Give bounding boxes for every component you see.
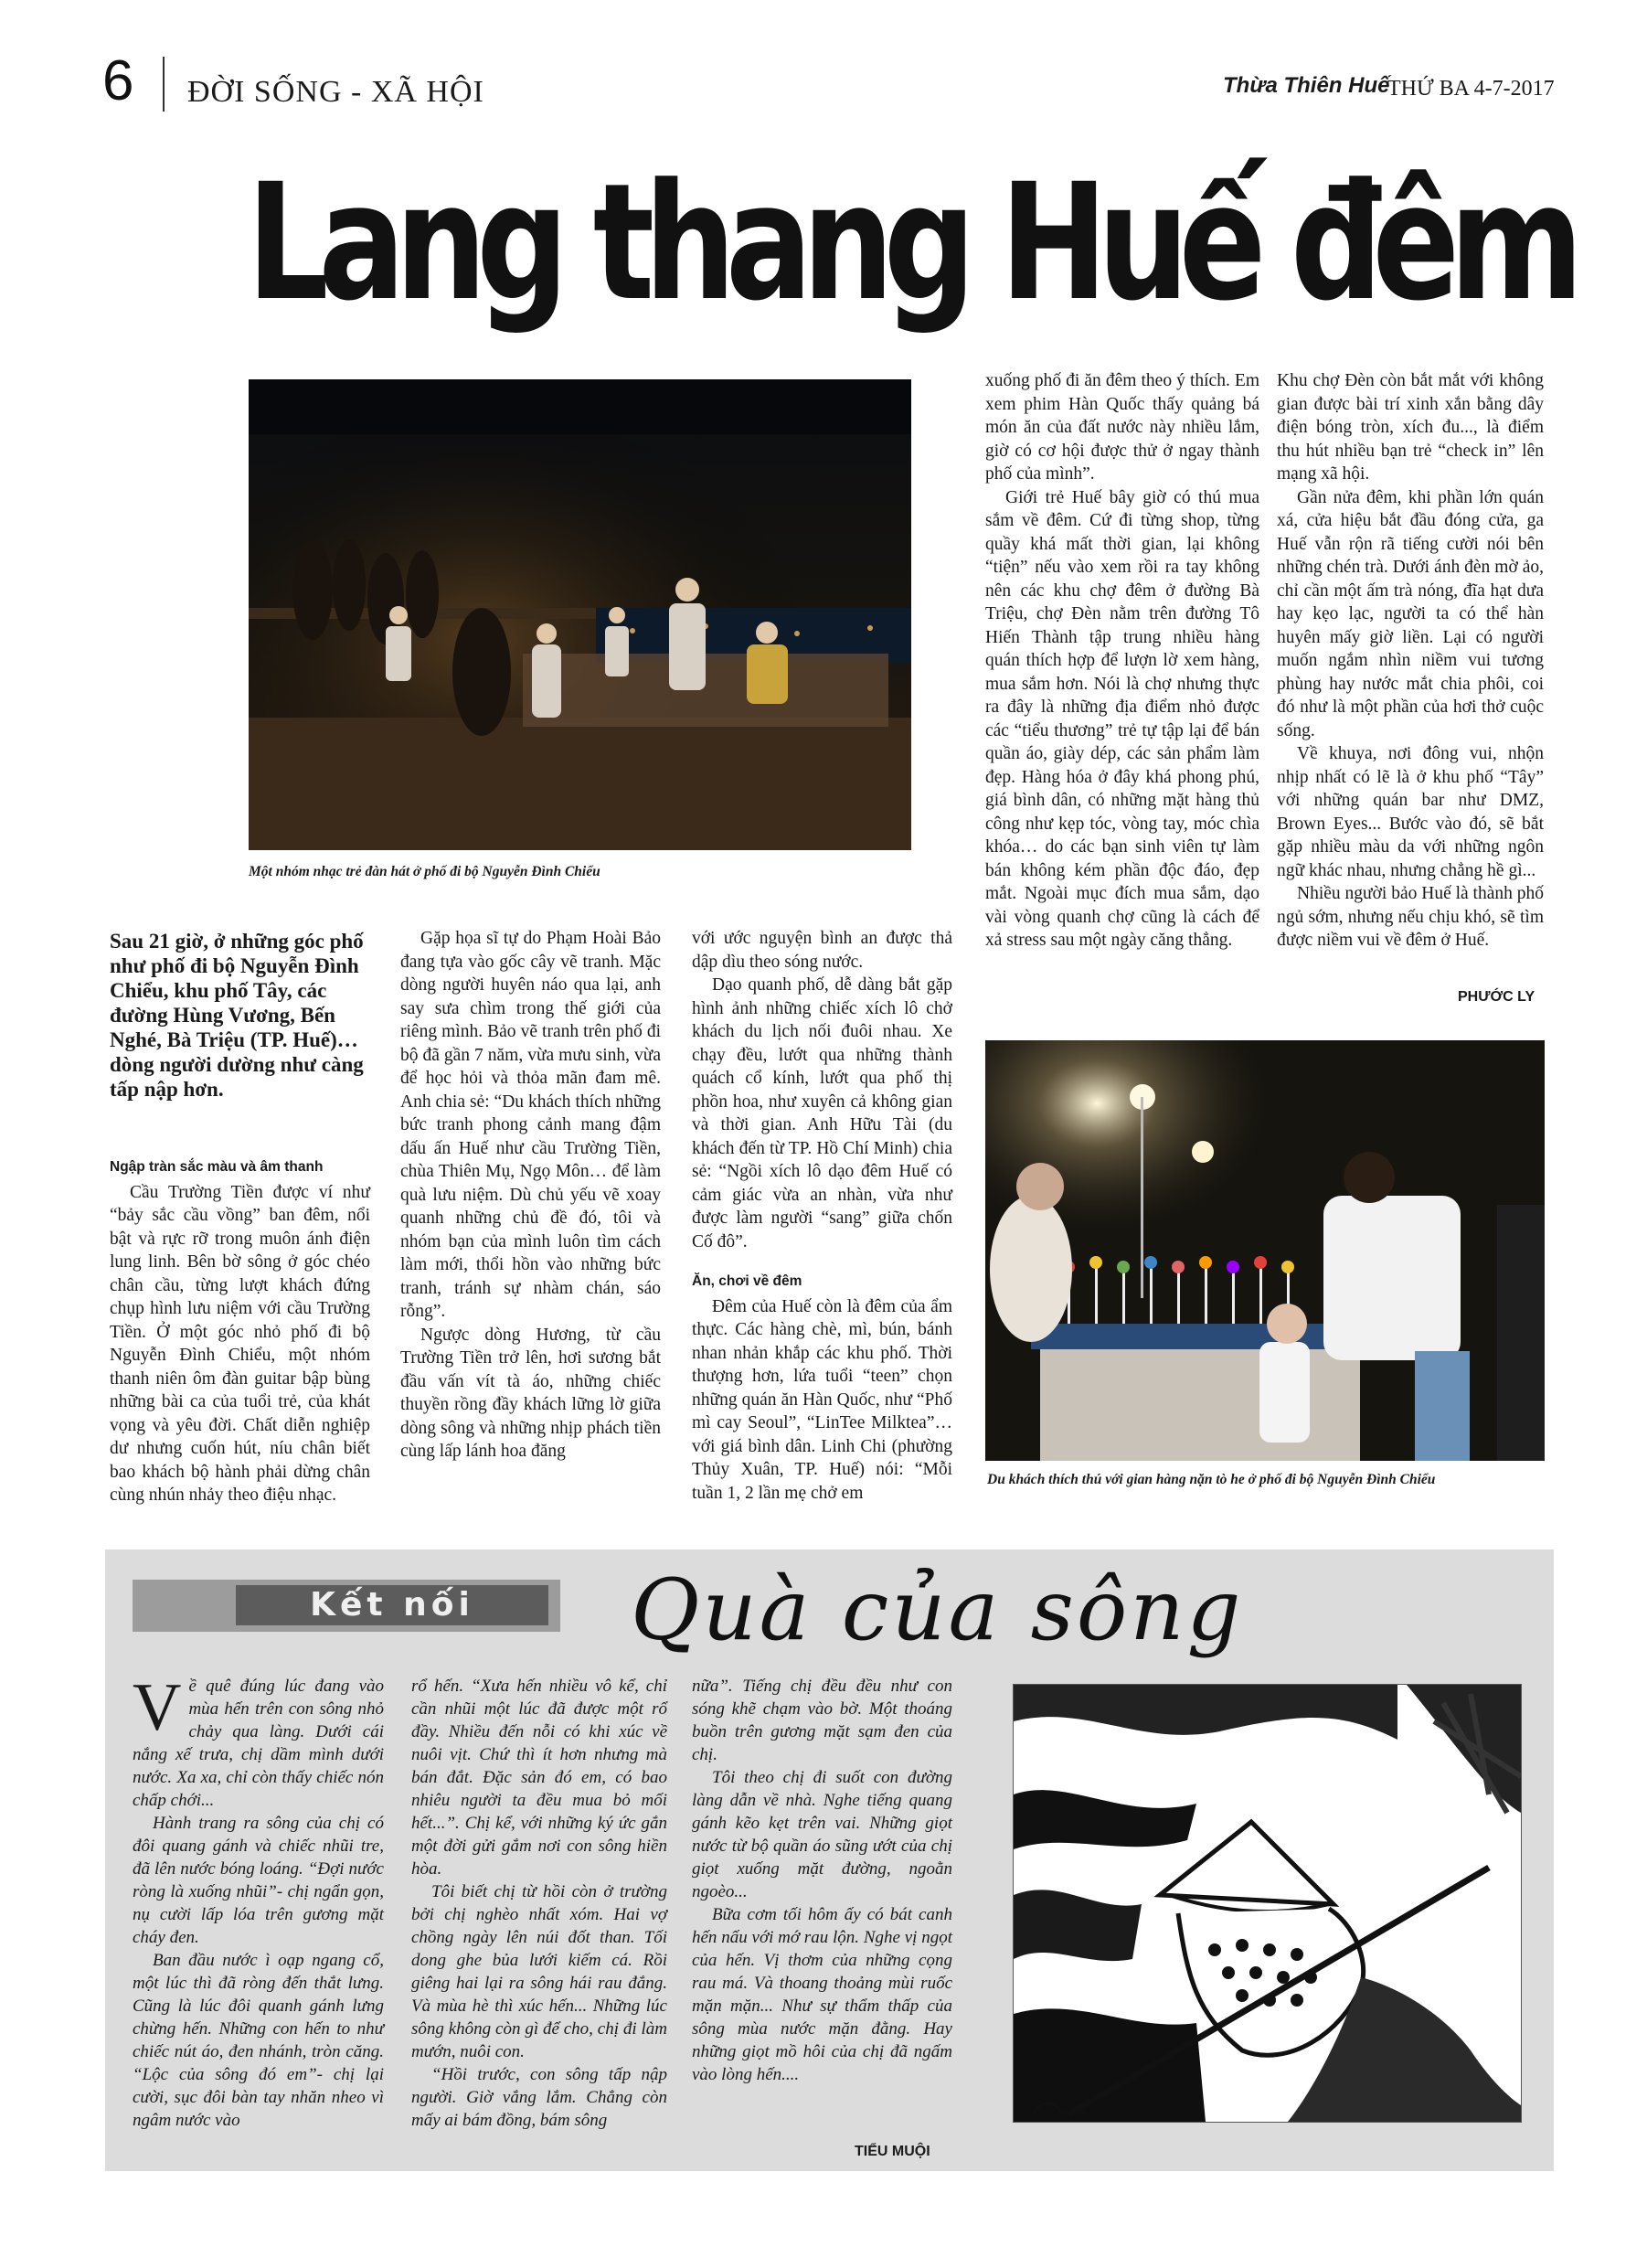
header-divider (163, 57, 165, 112)
article-column-1 (110, 1139, 370, 1507)
paragraph: Dạo quanh phố, dễ dàng bắt gặp hình ảnh những chiếc xích lô chở khách du lịch nối đuôi nhau. Xe chạy đều, lướt qua những thành quách cổ kính, lướt qua phố thị phồn hoa, như xuyên cả không gian và thời gian. Anh Hữu Tài (du khách đến từ TP. Hồ Chí Minh) chia sẻ: “Ngồi xích lô dạo đêm Huế có cảm giác vừa an nhàn, vừa như được làm người “sang” giữa chốn Cố đô”. (692, 975, 952, 1251)
article-byline: PHƯỚC LY (1458, 989, 1535, 1005)
paragraph: Cầu Trường Tiền được ví như “bảy sắc cầu vồng” ban đêm, nổi bật và rực rỡ trong muôn ánh điện lung linh. Bên bờ sông ở góc chéo chân cầu, từng lượt khách đứng chụp hình lưu niệm với cầu Trường Tiền. Ở một góc nhỏ phố đi bộ Nguyễn Đình Chiểu, một nhóm thanh niên ôm đàn guitar bập bùng những bài ca của tuổi trẻ, của khát vọng và yêu đời. Chất diễn nghiệp dư nhưng cuốn hút, níu chân biết bao khách bộ hành phải dừng chân cùng nhún nhảy theo điệu nhạc. (110, 1182, 370, 1505)
paragraph: Hành trang ra sông của chị có đôi quang gánh và chiếc nhũi tre, đã lên nước bóng loáng. “Đợi nước ròng là xuống nhũi”- chị ngẩn gọn, nụ cười lấp lóa trên gương mặt cháy đen. (133, 1814, 384, 1947)
headline: Lang thang Huế đêm (247, 149, 1574, 336)
story-column-1 (133, 1670, 384, 2132)
paragraph: “Hồi trước, con sông tấp nập người. Giờ vắng lắm. Chẳng còn mấy ai bám đồng, bám sông (411, 2065, 667, 2130)
paragraph: ề quê đúng lúc đang vào mùa hến trên con sông nhỏ chảy qua làng. Dưới cái nắng xế trưa, chị dầm mình dưới nước. Xa xa, chỉ còn thấy chiếc nón chấp chới... (133, 1677, 384, 1810)
masthead: Thừa Thiên Huế (1223, 73, 1390, 98)
paragraph: Gặp họa sĩ tự do Phạm Hoài Bảo đang tựa vào gốc cây vẽ tranh. Mặc dòng người huyên náo qua lại, anh say sưa chìm trong thế giới của riêng mình. Bảo vẽ tranh trên phố đi bộ đã gần 7 năm, vừa mưu sinh, vừa để học hỏi và thỏa mãn đam mê. Anh chia sẻ: “Du khách thích những bức tranh phong cảnh mang đậm dấu ấn Huế như cầu Trường Tiền, chùa Thiên Mụ, Ngọ Môn… để làm quà lưu niệm. Dù chủ yếu vẽ xoay quanh những chủ đề đó, tôi và nhóm bạn của mình luôn tìm cách làm mới, thổi hồn vào những bức tranh, tránh sự nhàm chán, sáo rỗng”. (400, 929, 661, 1321)
paragraph: Ngược dòng Hương, từ cầu Trường Tiền trở lên, hơi sương bắt đầu vấn vít tà áo, những chiếc thuyền rồng đầy khách lững lờ giữa dòng sông và những nhịp phách tiền cùng lấp lánh hoa đăng (400, 1325, 661, 1461)
issue-date: THỨ BA 4-7-2017 (1387, 77, 1555, 101)
photo-to-he-stall (985, 1040, 1545, 1461)
photo-band-performing (249, 379, 911, 850)
illustration-sketch (1013, 1684, 1522, 2123)
paragraph: Ban đầu nước ì oạp ngang cổ, một lúc thì đã ròng đến thắt lưng. Cũng là lúc đôi quanh gánh lưng chừng hến. Những con hến to như chiếc nút áo, đen nhánh, tròn căng. “Lộc của sông đó em”- chị lại cười, sục đôi bàn tay nhăn nheo vì ngâm nước vào (133, 1951, 384, 2130)
paragraph: Nhiều người bảo Huế là thành phố ngủ sớm, nhưng nếu chịu khó, sẽ tìm được niềm vui về đêm ở Huế. (1277, 884, 1544, 950)
paragraph: rổ hến. “Xưa hến nhiều vô kể, chỉ cần nhũi một lúc đã được một rổ đầy. Nhiều đến nỗi có khi xúc về nuôi vịt. Chứ thì ít hơn nhưng mà bán đắt. Đặc sản đó em, có bao nhiêu người ta đều mua bỏ mối hết...”. Chị kể, với những ký ức gắn một đời gửi gắm nơi con sông hiền hòa. (411, 1677, 667, 1879)
story-column-2 (411, 1675, 667, 2132)
paragraph: Gần nửa đêm, khi phần lớn quán xá, cửa hiệu bắt đầu đóng cửa, ga Huế vẫn rộn rã tiếng cười nói bên những chén trà. Dưới ánh đèn mờ ảo, chỉ cần một ấm trà nóng, đĩa hạt dưa hay kẹo lạc, người ta có thể hàn huyên mấy giờ liền. Lại có người muốn ngắm nhìn niềm vui tương phùng hay nước mắt chia phôi, coi đó như là một phần của hơi thở cuộc sống. (1277, 487, 1544, 740)
article-column-2 (400, 927, 661, 1464)
paragraph: Về khuya, nơi đông vui, nhộn nhịp nhất có lẽ là ở khu phố “Tây” với những quán bar như DMZ, Brown Eyes... Bước vào đó, sẽ bắt gặp nhiều màu da với những ngôn ngữ khác nhau, nhưng chẳng hề gì... (1277, 744, 1544, 880)
story-title: Quà của sông (631, 1561, 1244, 1659)
page-number: 6 (102, 49, 134, 112)
story-byline: TIỂU MUỘI (855, 2144, 930, 2159)
paragraph: Bữa cơm tối hôm ấy có bát canh hến nấu với mớ rau lộn. Nghe vị ngọt của hến. Vị thơm của những cọng rau má. Và thoang thoảng mùi ruốc mặn mặn... Như sự thẩm thấp của sông mùa nước mặn đằng. Hay những giọt mồ hôi của chị đã ngấm vào lòng hến.... (692, 1905, 952, 2084)
lead-paragraph: Sau 21 giờ, ở những góc phố như phố đi bộ Nguyễn Đình Chiểu, khu phố Tây, các đường Hùng Vương, Bến Nghé, Bà Triệu (TP. Huế)… dòng người dường như càng tấp nập hơn. (110, 930, 364, 1101)
subhead-colors-sounds: Ngập tràn sắc màu và âm thanh (110, 1159, 324, 1175)
paragraph: Đêm của Huế còn là đêm của ẩm thực. Các hàng chè, mì, bún, bánh nhan nhản khắp các khu phố. Thời thượng hơn, lứa tuổi “teen” chọn những quán ăn Hàn Quốc, như “Phố mì cay Seoul”, “LinTee Milktea”… với giá bình dân. Linh Chi (phường Thủy Xuân, TP. Huế) nói: “Mỗi tuần 1, 2 lần mẹ chở em (692, 1296, 952, 1503)
article-column-3 (692, 927, 952, 1505)
photo1-caption: Một nhóm nhạc trẻ đàn hát ở phố đi bộ Nguyễn Đình Chiểu (249, 864, 600, 879)
article-column-4 (985, 369, 1259, 953)
photo2-caption: Du khách thích thú với gian hàng nặn tò he ở phố đi bộ Nguyễn Đình Chiểu (987, 1472, 1436, 1487)
drop-cap: V (133, 1670, 182, 1745)
paragraph: nữa”. Tiếng chị đều đều như con sóng khẽ chạm vào bờ. Một thoáng buồn trên gương mặt sạm đen của chị. (692, 1677, 952, 1764)
article-column-5 (1277, 369, 1544, 953)
paragraph: Tôi biết chị từ hồi còn ở trường bởi chị nghèo nhất xóm. Hai vợ chồng ngày lên núi đốt than. Tối dong ghe bủa lưới kiếm cá. Rồi giêng hai lại ra sông hái rau đắng. Và mùa hè thì xúc hến... Những lúc sông không còn gì để cho, chị đi làm mướn, nuôi con. (411, 1882, 667, 2061)
paragraph: xuống phố đi ăn đêm theo ý thích. Em xem phim Hàn Quốc thấy quảng bá món ăn của đất nước này nhiều lắm, giờ có cơ hội được thử ở ngay thành phố của mình”. (985, 371, 1259, 484)
subhead-eat-play: Ăn, chơi về đêm (692, 1273, 802, 1289)
section-title: ĐỜI SỐNG - XÃ HỘI (187, 75, 484, 109)
paragraph: Tôi theo chị đi suốt con đường làng dẫn về nhà. Nghe tiếng quang gánh kẽo kẹt trên vai. Những giọt nước từ bộ quần áo sũng ướt của chị giọt xuống mặt đường, ngoằn ngoèo... (692, 1768, 952, 1901)
paragraph: Khu chợ Đèn còn bắt mắt với không gian được bài trí xinh xắn bằng dây điện bóng tròn, xích đu..., là điểm thu hút nhiều bạn trẻ “check in” lên mạng xã hội. (1277, 371, 1544, 484)
story-column-3 (692, 1675, 952, 2086)
ket-noi-label: Kết nối (310, 1586, 474, 1624)
paragraph: với ước nguyện bình an được thả dập dìu theo sóng nước. (692, 929, 952, 972)
paragraph: Giới trẻ Huế bây giờ có thú mua sắm về đêm. Cứ đi từng shop, từng quầy khá mất thời gian, lại không “tiện” nếu vào xem rồi ra tay không nên các khu chợ đêm ở đường Bà Triệu, chợ Đèn nằm trên đường Tô Hiến Thành tập trung nhiều hàng quán thích hợp để lượn lờ xem hàng, mua sắm hơn. Nói là chợ nhưng thực ra đây là những địa điểm nhỏ được các “tiểu thương” trẻ tự tập lại để bán quần áo, giày dép, các sản phẩm làm đẹp. Hàng hóa ở đây khá phong phú, giá bình dân, có những mặt hàng thủ công như kẹp tóc, vòng tay, móc chìa khóa… do các bạn sinh viên tự làm bán không kém phần độc đáo, đẹp mắt. Ngoài mục đích mua sắm, dạo vài vòng quanh chợ cũng là cách để xả stress sau một ngày căng thẳng. (985, 487, 1259, 950)
